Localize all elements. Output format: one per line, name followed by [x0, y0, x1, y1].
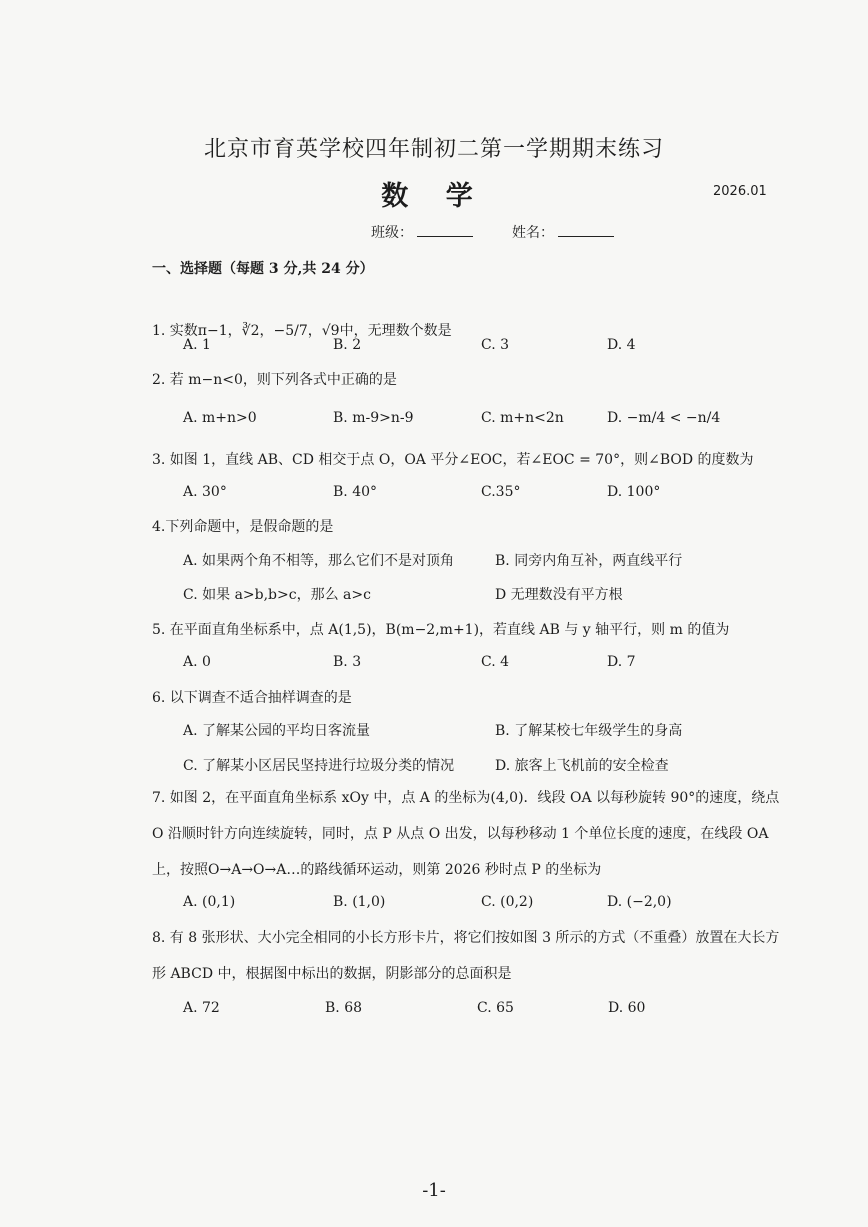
q3-option-b: B. 40°: [333, 484, 378, 500]
q5-option-c: C. 4: [481, 654, 510, 670]
question-2-stem: 2. 若 m−n<0，则下列各式中正确的是: [152, 372, 397, 388]
q1-option-b: B. 2: [333, 337, 362, 353]
q1-option-c: C. 3: [481, 337, 510, 353]
question-3-stem: 3. 如图 1，直线 AB、CD 相交于点 O，OA 平分∠EOC，若∠EOC = 70°，则∠BOD 的度数为: [152, 452, 754, 468]
page-number: -1-: [422, 1180, 446, 1201]
name-blank: [558, 224, 614, 237]
q3-option-c: C.35°: [481, 484, 521, 500]
class-label: 班级：: [371, 225, 413, 241]
q1-option-a: A. 1: [183, 337, 211, 353]
section-heading: 一、选择题（每题 3 分,共 24 分）: [152, 261, 374, 277]
q2-option-b: B. m-9>n-9: [333, 410, 414, 426]
q5-option-a: A. 0: [183, 654, 211, 670]
q7-option-b: B. (1,0): [333, 894, 386, 910]
q4-option-c: C. 如果 a>b,b>c，那么 a>c: [183, 587, 371, 603]
name-field: [512, 222, 614, 242]
q3-option-d: D. 100°: [607, 484, 661, 500]
question-5-stem: 5. 在平面直角坐标系中，点 A(1,5)，B(m−2,m+1)，若直线 AB 与 y 轴平行，则 m 的值为: [152, 622, 730, 638]
question-4-stem: 4.下列命题中，是假命题的是: [152, 519, 334, 535]
q6-option-d: D. 旅客上飞机前的安全检查: [495, 758, 669, 774]
question-8-stem: 8. 有 8 张形状、大小完全相同的小长方形卡片，将它们按如图 3 所示的方式（不重叠）放置在大长方形 ABCD 中，根据图中标出的数据，阴影部分的总面积是: [152, 930, 780, 982]
q8-option-b: B. 68: [325, 1000, 363, 1016]
question-7-stem: 7. 如图 2，在平面直角坐标系 xOy 中，点 A 的坐标为(4,0)．线段 OA 以每秒旋转 90°的速度，绕点 O 沿顺时针方向连续旋转，同时，点 P 从点 O 出发，以每秒移动 1 个单位长度的速度，在线段 OA 上，按照O→A→O→A…的路线循环运动，则第 2026 秒时点 P 的坐标为: [152, 790, 780, 878]
q2-option-a: A. m+n>0: [183, 410, 257, 426]
name-label: 姓名：: [512, 225, 554, 241]
q5-option-b: B. 3: [333, 654, 362, 670]
question-6-stem: 6. 以下调查不适合抽样调查的是: [152, 690, 352, 706]
q6-option-b: B. 了解某校七年级学生的身高: [495, 723, 683, 739]
q2-option-c: C. m+n<2n: [481, 410, 564, 426]
q7-option-d: D. (−2,0): [607, 894, 672, 910]
class-blank: [417, 224, 473, 237]
q1-option-d: D. 4: [607, 337, 636, 353]
question-1-stem: 1. 实数π−1，∛2，−5/7，√9中，无理数个数是: [152, 323, 452, 339]
q7-option-a: A. (0,1): [183, 894, 236, 910]
q5-option-d: D. 7: [607, 654, 636, 670]
q6-option-c: C. 了解某小区居民坚持进行垃圾分类的情况: [183, 758, 455, 774]
exam-date: 2026.01: [713, 184, 767, 199]
subject-heading: 数 学: [381, 181, 487, 212]
q3-option-a: A. 30°: [183, 484, 227, 500]
q8-option-c: C. 65: [477, 1000, 514, 1016]
q8-option-a: A. 72: [183, 1000, 220, 1016]
class-field: [371, 222, 473, 242]
exam-title: 北京市育英学校四年制初二第一学期期末练习: [203, 137, 664, 162]
q4-option-a: A. 如果两个角不相等，那么它们不是对顶角: [183, 553, 455, 569]
q4-option-b: B. 同旁内角互补，两直线平行: [495, 553, 683, 569]
q2-option-d: D. −m/4 < −n/4: [607, 410, 721, 426]
q4-option-d: D 无理数没有平方根: [495, 587, 623, 603]
q6-option-a: A. 了解某公园的平均日客流量: [183, 723, 371, 739]
q7-option-c: C. (0,2): [481, 894, 534, 910]
q8-option-d: D. 60: [608, 1000, 646, 1016]
